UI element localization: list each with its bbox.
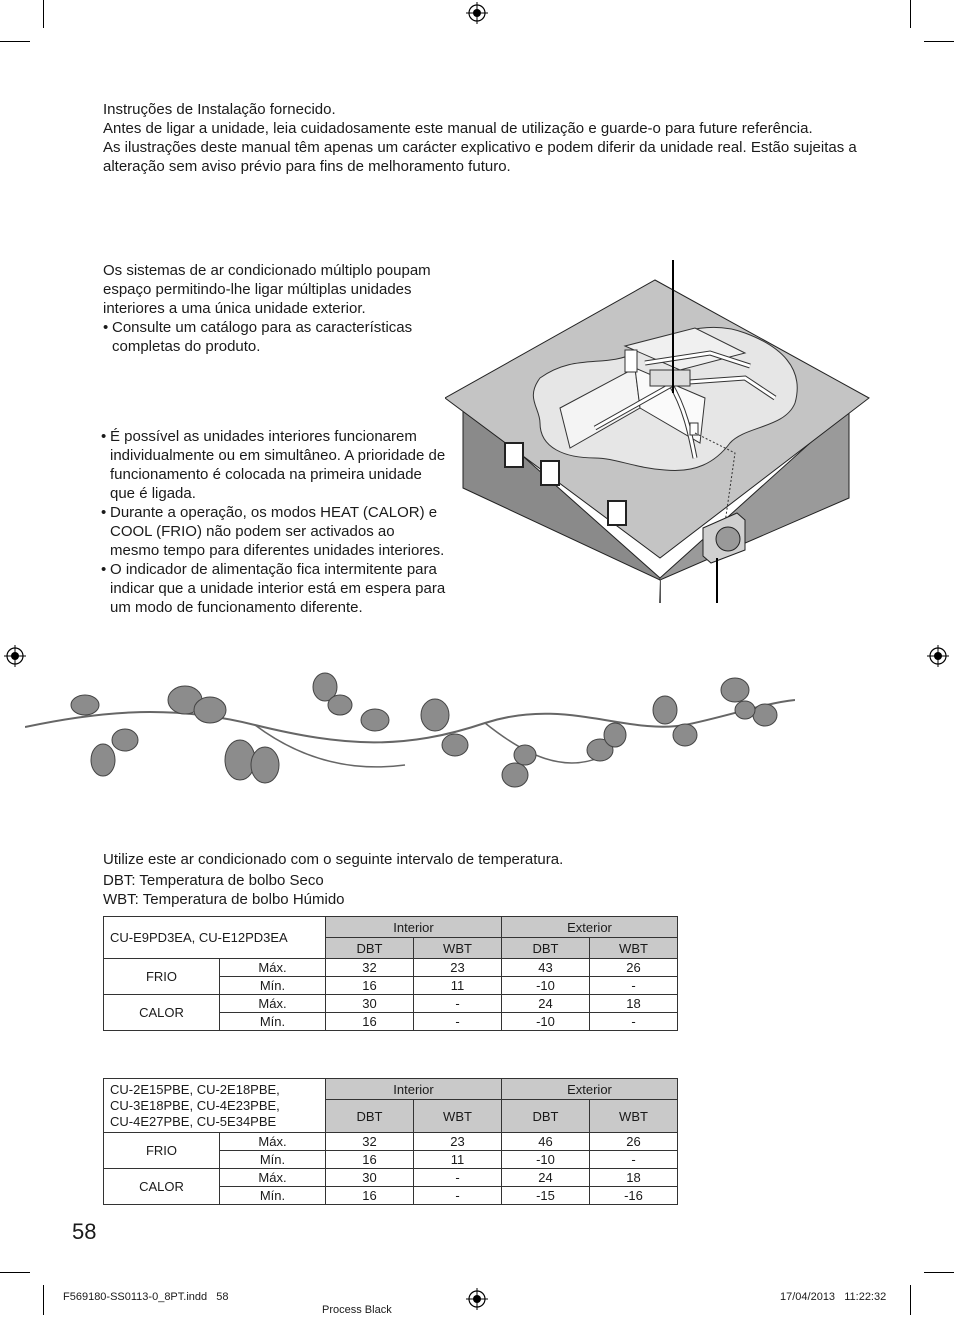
registration-mark-icon xyxy=(927,645,949,667)
value-cell: 24 xyxy=(502,1169,590,1187)
wbt-header: WBT xyxy=(414,1100,502,1133)
crop-mark xyxy=(924,1272,954,1273)
model-cell xyxy=(104,1079,326,1133)
value-cell: 16 xyxy=(326,1013,414,1031)
crop-mark xyxy=(43,1285,44,1315)
system-description xyxy=(103,261,448,356)
crop-mark xyxy=(0,1272,30,1273)
mode-cell: FRIO xyxy=(104,1133,220,1169)
wbt-header: WBT xyxy=(414,938,502,959)
value-cell: 18 xyxy=(590,995,678,1013)
intro-line: As ilustrações deste manual têm apenas um carácter explicativo e podem diferir da unidade real. Estão sujeitas a alteração sem aviso prévio para fins de melhoramento futuro. xyxy=(103,139,857,175)
limit-cell: Máx. xyxy=(220,959,326,977)
dbt-header: DBT xyxy=(502,1100,590,1133)
value-cell: -10 xyxy=(502,1151,590,1169)
intro-line: Instruções de Instalação fornecido. xyxy=(103,101,336,118)
value-cell: 32 xyxy=(326,1133,414,1151)
dbt-header: DBT xyxy=(326,938,414,959)
value-cell: - xyxy=(414,1013,502,1031)
value-cell: -10 xyxy=(502,977,590,995)
leaf-vine-decoration xyxy=(25,665,795,795)
registration-mark-icon xyxy=(4,645,26,667)
value-cell: 30 xyxy=(326,1169,414,1187)
crop-mark xyxy=(0,41,30,42)
operation-bullet: • É possível as unidades interiores funcionarem individualmente ou em simultâneo. A prioridade de funcionamento é colocada na primeira unidade que é ligada. xyxy=(101,427,446,503)
wbt-header: WBT xyxy=(590,1100,678,1133)
value-cell: 26 xyxy=(590,1133,678,1151)
value-cell: 16 xyxy=(326,1151,414,1169)
value-cell: 46 xyxy=(502,1133,590,1151)
system-description-text: Os sistemas de ar condicionado múltiplo poupam espaço permitindo-lhe ligar múltiplas unidades interiores a uma única unidade exterior. xyxy=(103,262,431,317)
crop-mark xyxy=(924,41,954,42)
footer-file: F569180-SS0113-0_8PT.indd 58 xyxy=(63,1291,229,1303)
crop-mark xyxy=(910,0,911,28)
registration-mark-icon xyxy=(466,2,488,24)
model-line: CU-3E18PBE, CU-4E23PBE, xyxy=(110,1097,280,1113)
value-cell: 43 xyxy=(502,959,590,977)
footer-ink: Process Black xyxy=(322,1304,392,1316)
crop-mark xyxy=(910,1285,911,1315)
page-number: 58 xyxy=(72,1219,97,1244)
limit-cell: Mín. xyxy=(220,1013,326,1031)
value-cell: 11 xyxy=(414,977,502,995)
value-cell: - xyxy=(414,1169,502,1187)
value-cell: 26 xyxy=(590,959,678,977)
value-cell: - xyxy=(590,977,678,995)
value-cell: 32 xyxy=(326,959,414,977)
wbt-header: WBT xyxy=(590,938,678,959)
dbt-header: DBT xyxy=(502,938,590,959)
limit-cell: Mín. xyxy=(220,1187,326,1205)
crop-mark xyxy=(43,0,44,28)
value-cell: - xyxy=(414,995,502,1013)
temperature-table-2 xyxy=(103,1078,678,1205)
value-cell: 24 xyxy=(502,995,590,1013)
mode-cell: CALOR xyxy=(104,995,220,1031)
value-cell: 23 xyxy=(414,1133,502,1151)
limit-cell: Máx. xyxy=(220,1133,326,1151)
value-cell: - xyxy=(590,1151,678,1169)
value-cell: -10 xyxy=(502,1013,590,1031)
temperature-table-1 xyxy=(103,916,678,1031)
limit-cell: Máx. xyxy=(220,995,326,1013)
limit-cell: Mín. xyxy=(220,1151,326,1169)
wbt-definition: WBT: Temperatura de bolbo Húmido xyxy=(103,891,345,908)
model-cell: CU-E9PD3EA, CU-E12PD3EA xyxy=(104,917,326,959)
value-cell: - xyxy=(414,1187,502,1205)
system-bullet: • Consulte um catálogo para as características completas do produto. xyxy=(103,318,448,356)
value-cell: 18 xyxy=(590,1169,678,1187)
value-cell: 16 xyxy=(326,1187,414,1205)
mode-cell: FRIO xyxy=(104,959,220,995)
limit-cell: Mín. xyxy=(220,977,326,995)
value-cell: 16 xyxy=(326,977,414,995)
value-cell: - xyxy=(590,1013,678,1031)
temperature-section xyxy=(103,850,803,909)
limit-cell: Máx. xyxy=(220,1169,326,1187)
exterior-header: Exterior xyxy=(502,917,678,938)
dbt-definition: DBT: Temperatura de bolbo Seco xyxy=(103,872,324,889)
footer-datetime: 17/04/2013 11:22:32 xyxy=(780,1291,887,1303)
mode-cell: CALOR xyxy=(104,1169,220,1205)
interior-header: Interior xyxy=(326,917,502,938)
value-cell: 11 xyxy=(414,1151,502,1169)
value-cell: -16 xyxy=(590,1187,678,1205)
operation-bullet: • Durante a operação, os modos HEAT (CALOR) e COOL (FRIO) não podem ser activados ao mesmo tempo para diferentes unidades interiores. xyxy=(101,503,446,560)
model-line: CU-2E15PBE, CU-2E18PBE, xyxy=(110,1081,280,1097)
operation-bullet: • O indicador de alimentação fica intermitente para indicar que a unidade interior está em espera para um modo de funcionamento diferente. xyxy=(101,560,446,617)
multi-split-house-illustration xyxy=(445,258,870,603)
temperature-intro: Utilize este ar condicionado com o seguinte intervalo de temperatura. xyxy=(103,851,564,868)
registration-mark-icon xyxy=(466,1288,488,1310)
model-line: CU-4E27PBE, CU-5E34PBE xyxy=(110,1113,277,1129)
interior-header: Interior xyxy=(326,1079,502,1100)
dbt-header: DBT xyxy=(326,1100,414,1133)
value-cell: 23 xyxy=(414,959,502,977)
intro-line: Antes de ligar a unidade, leia cuidadosamente este manual de utilização e guarde-o para future referência. xyxy=(103,120,813,137)
value-cell: 30 xyxy=(326,995,414,1013)
intro-text xyxy=(103,100,873,176)
exterior-header: Exterior xyxy=(502,1079,678,1100)
operation-notes xyxy=(101,427,446,617)
value-cell: -15 xyxy=(502,1187,590,1205)
